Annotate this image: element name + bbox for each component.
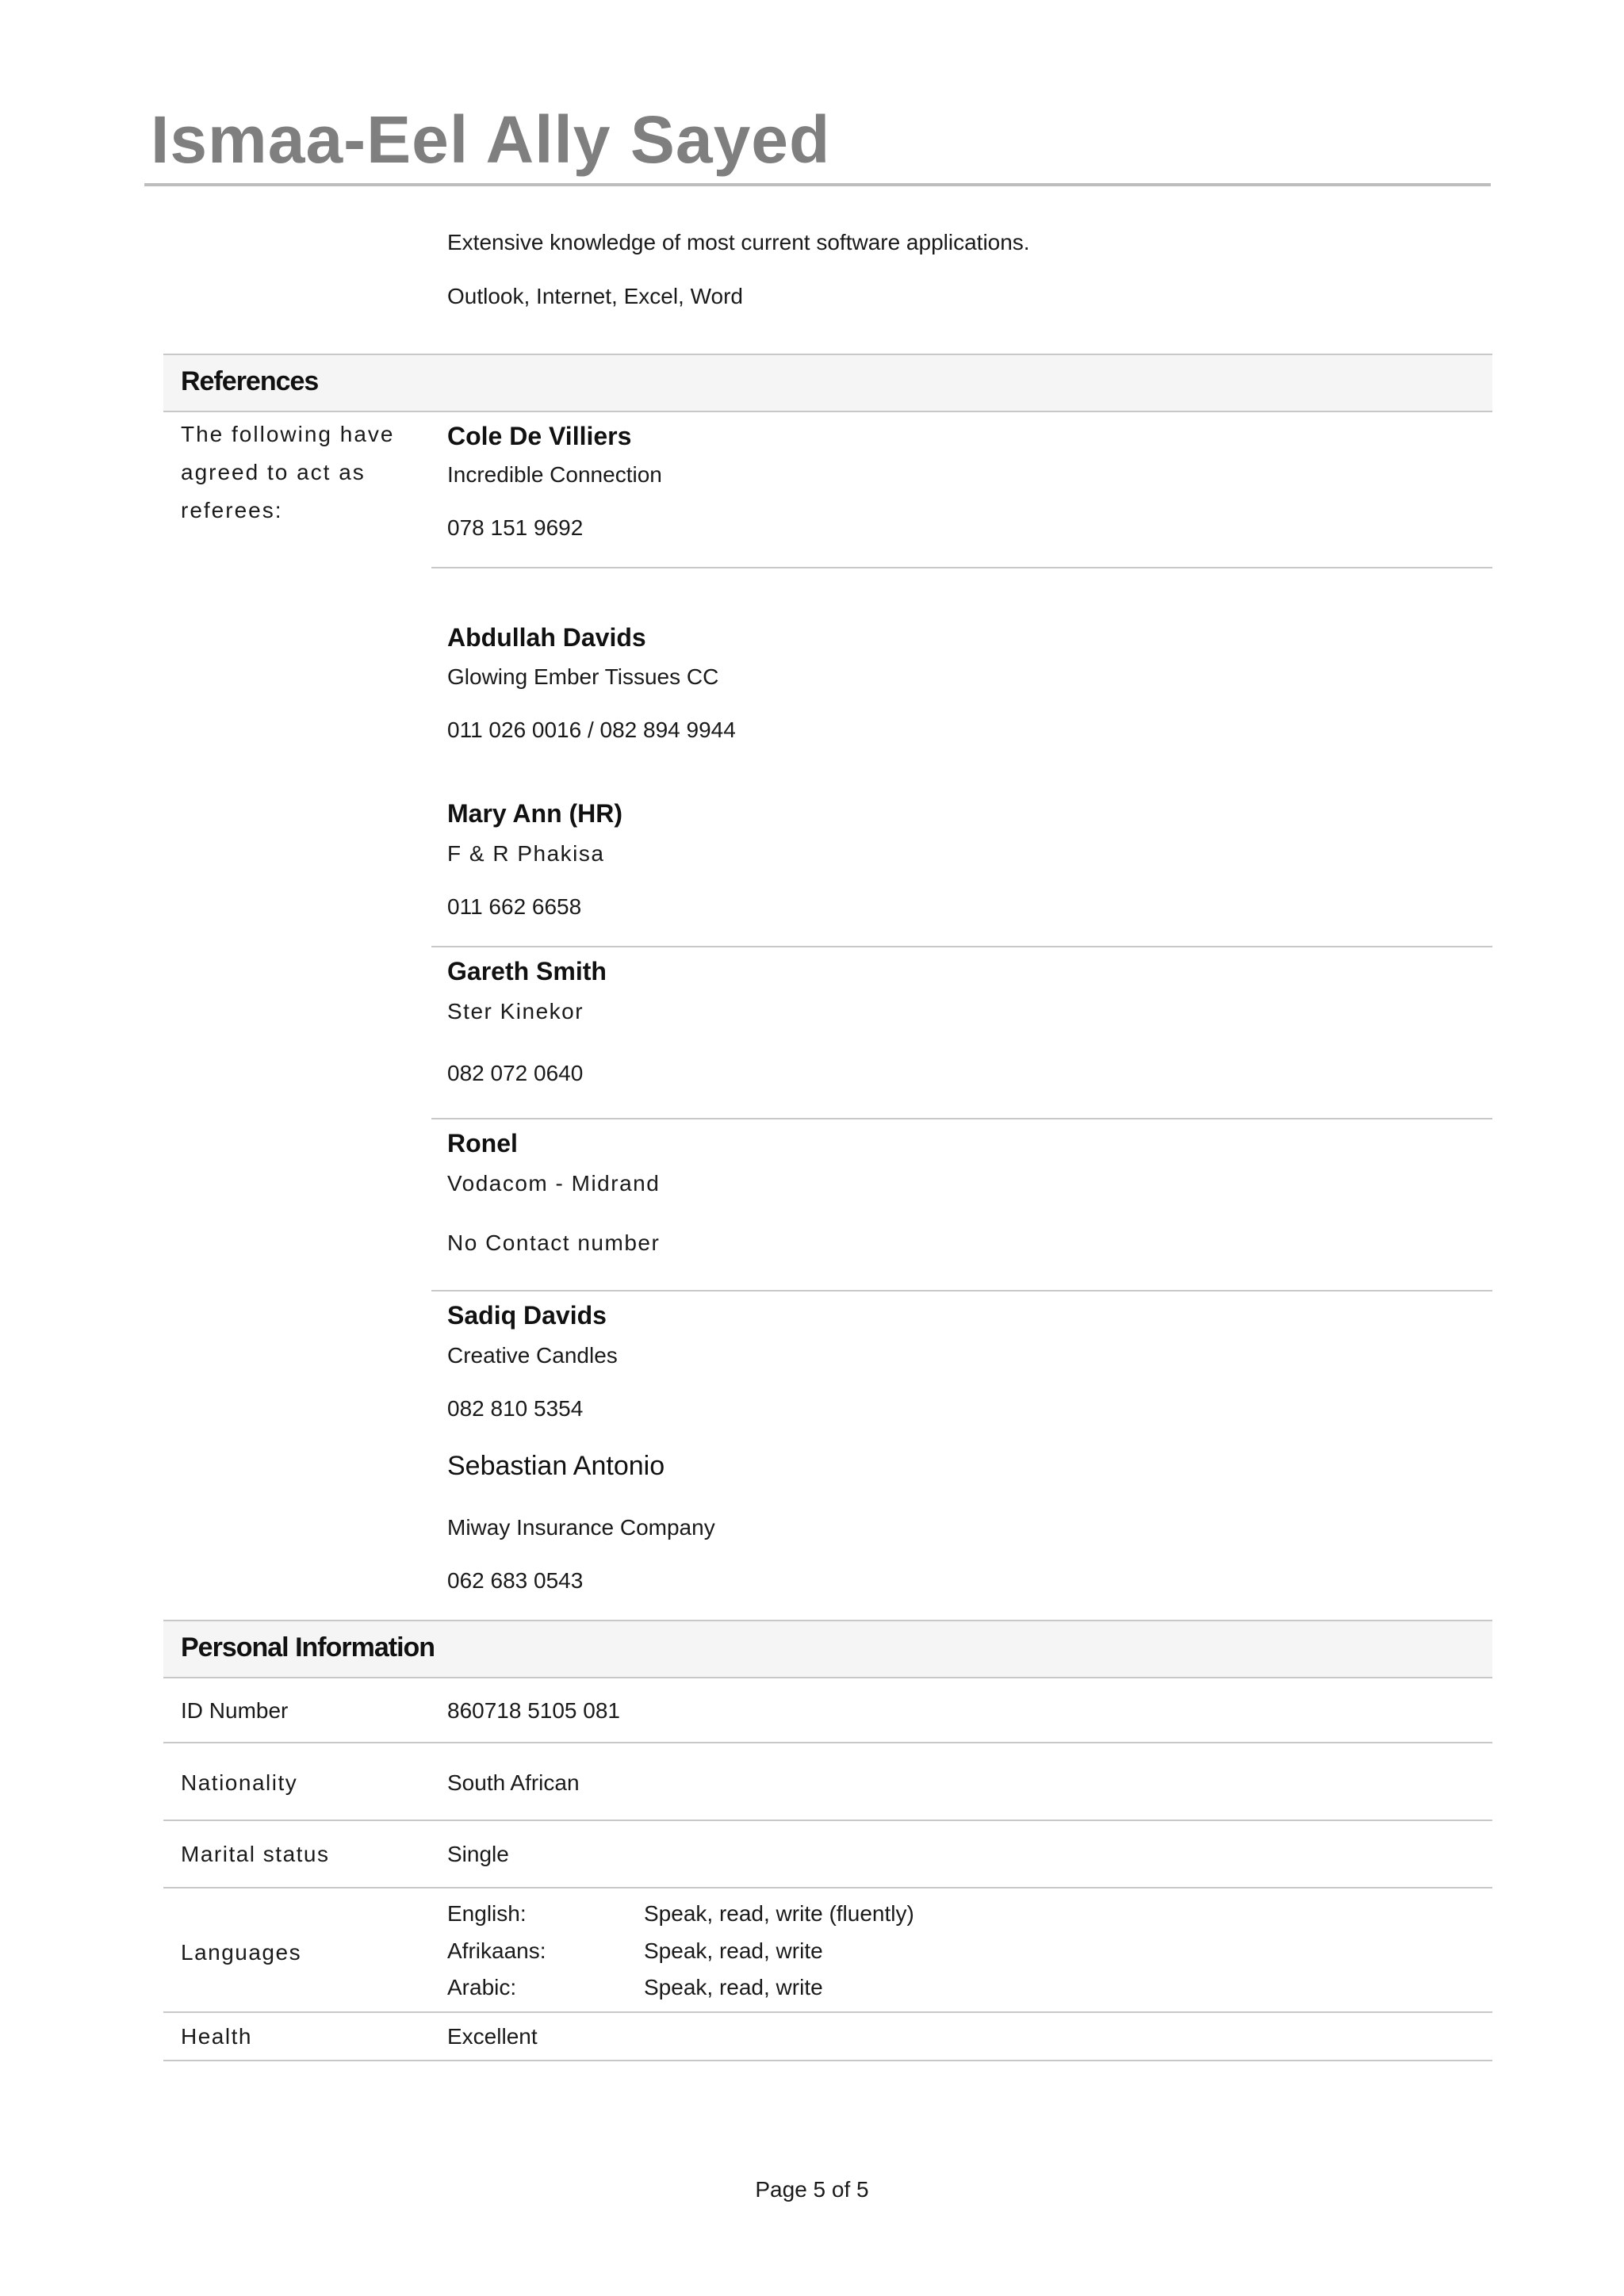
reference-name: Sebastian Antonio — [447, 1451, 665, 1481]
reference-phone: 082 810 5354 — [447, 1396, 584, 1421]
nationality-value: South African — [447, 1770, 580, 1795]
id-number-value: 860718 5105 081 — [447, 1698, 620, 1723]
health-label: Health — [181, 2024, 252, 2049]
language-name: Afrikaans: — [447, 1938, 546, 1963]
reference-company: Vodacom - Midrand — [447, 1171, 661, 1196]
title-divider — [144, 183, 1491, 186]
reference-company: Miway Insurance Company — [447, 1515, 715, 1540]
language-proficiency: Speak, read, write (fluently) — [644, 1901, 914, 1926]
reference-divider — [431, 1118, 1492, 1119]
page-number: Page 5 of 5 — [755, 2177, 869, 2202]
language-proficiency: Speak, read, write — [644, 1975, 823, 1999]
references-intro: The following have agreed to act as referees: — [181, 422, 395, 522]
row-divider — [163, 2011, 1492, 2013]
nationality-label: Nationality — [181, 1770, 298, 1795]
reference-divider — [431, 1290, 1492, 1292]
row-divider — [163, 1742, 1492, 1743]
reference-phone: 011 026 0016 / 082 894 9944 — [447, 718, 736, 742]
language-name: English: — [447, 1901, 527, 1926]
language-name: Arabic: — [447, 1975, 517, 1999]
resume-name-title: Ismaa-Eel Ally Sayed — [151, 102, 831, 177]
row-divider — [163, 1820, 1492, 1821]
reference-phone: 062 683 0543 — [447, 1568, 584, 1593]
reference-name: Gareth Smith — [447, 957, 607, 985]
reference-phone: 082 072 0640 — [447, 1061, 584, 1085]
reference-company: Creative Candles — [447, 1343, 618, 1368]
skills-line-2: Outlook, Internet, Excel, Word — [447, 284, 743, 308]
reference-company: F & R Phakisa — [447, 841, 605, 866]
personal-info-heading: Personal Information — [181, 1632, 435, 1663]
reference-company: Ster Kinekor — [447, 999, 584, 1024]
id-number-label: ID Number — [181, 1698, 289, 1723]
row-divider — [163, 1887, 1492, 1888]
health-value: Excellent — [447, 2024, 538, 2049]
reference-phone: 078 151 9692 — [447, 515, 584, 540]
language-proficiency: Speak, read, write — [644, 1938, 823, 1963]
reference-company: Incredible Connection — [447, 462, 662, 487]
marital-status-label: Marital status — [181, 1842, 330, 1866]
reference-company: Glowing Ember Tissues CC — [447, 664, 719, 689]
reference-phone: 011 662 6658 — [447, 894, 582, 919]
languages-label: Languages — [181, 1940, 302, 1965]
reference-divider — [431, 946, 1492, 947]
marital-status-value: Single — [447, 1842, 509, 1866]
skills-line-1: Extensive knowledge of most current software applications. — [447, 230, 1030, 254]
reference-name: Cole De Villiers — [447, 422, 632, 450]
reference-name: Ronel — [447, 1129, 518, 1158]
reference-divider — [431, 567, 1492, 568]
references-heading: References — [181, 366, 319, 396]
reference-name: Mary Ann (HR) — [447, 799, 623, 828]
references-section-header — [163, 354, 1492, 412]
reference-phone: No Contact number — [447, 1230, 661, 1255]
row-divider — [163, 2060, 1492, 2061]
reference-name: Abdullah Davids — [447, 623, 646, 652]
reference-name: Sadiq Davids — [447, 1301, 607, 1330]
